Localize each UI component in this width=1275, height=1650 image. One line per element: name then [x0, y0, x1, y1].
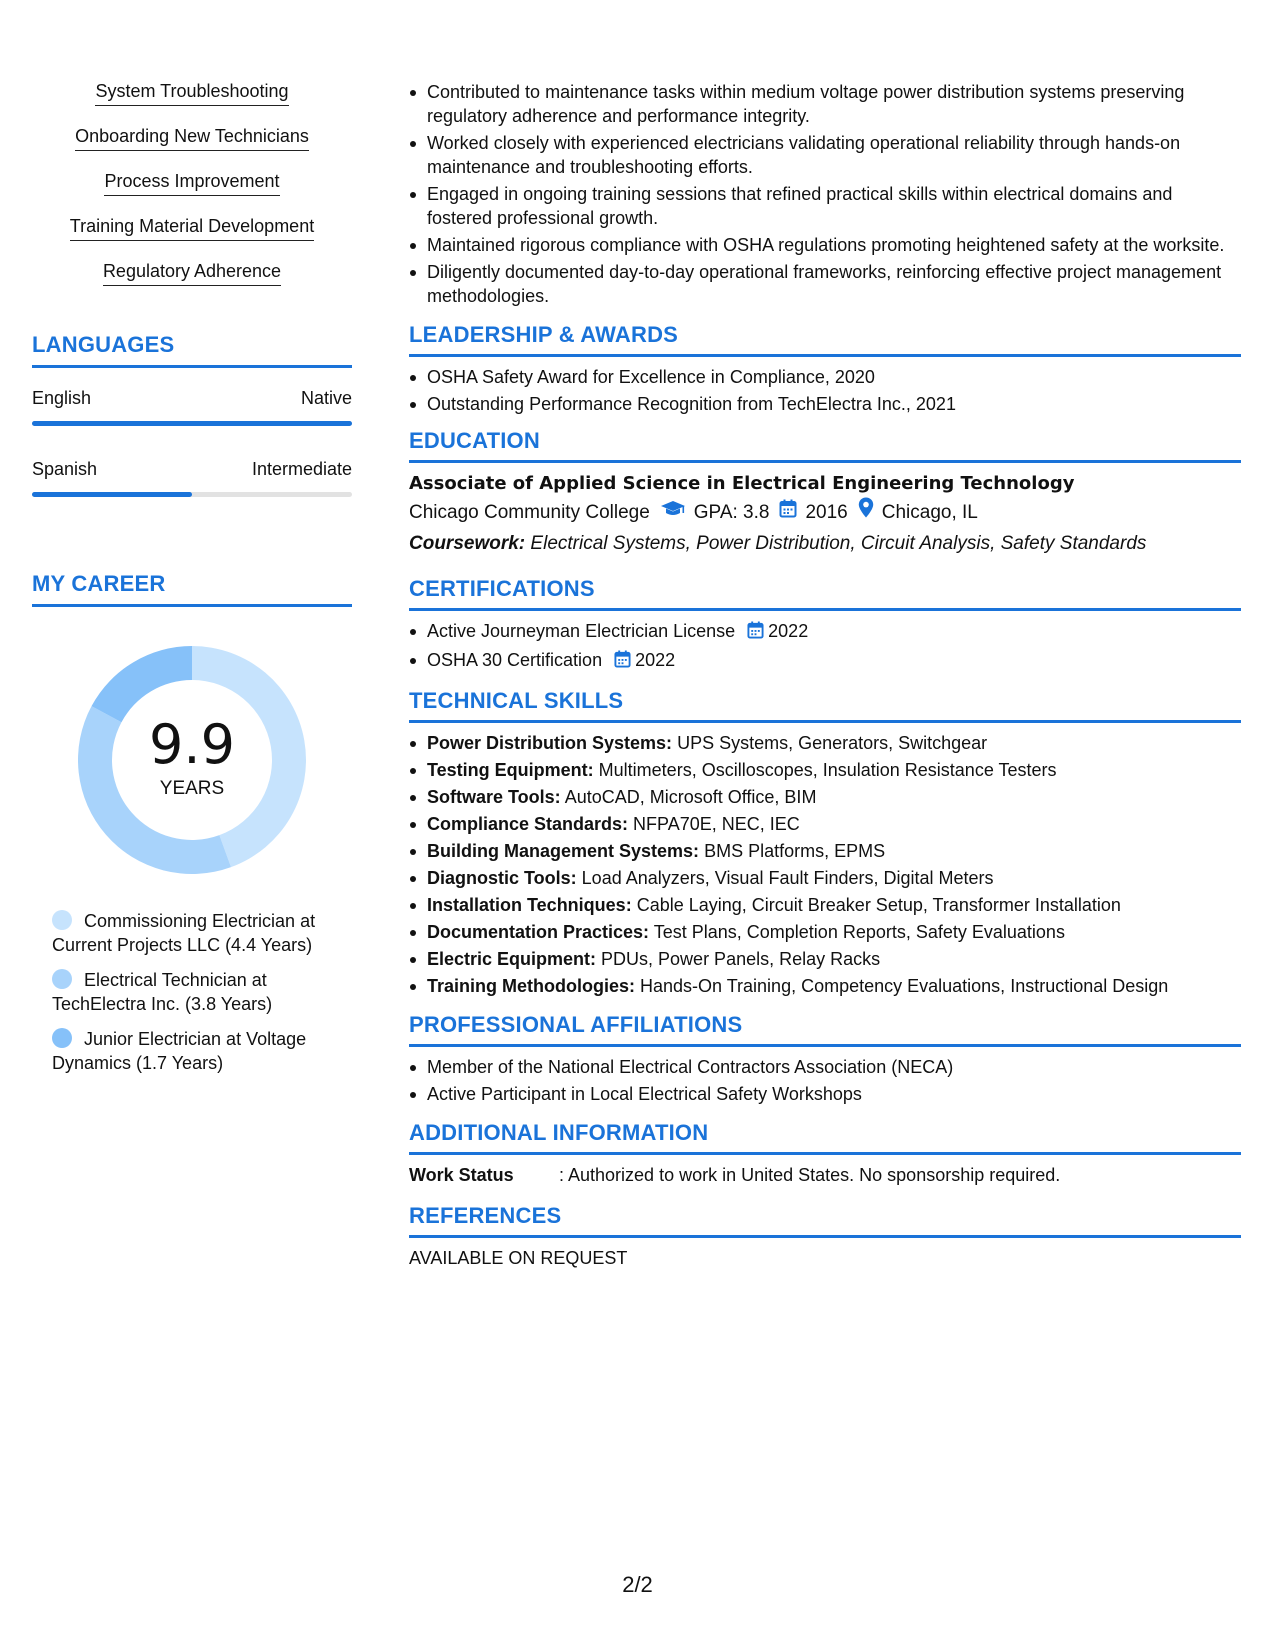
list-item: Documentation Practices: Test Plans, Completion Reports, Safety Evaluations [409, 920, 1241, 944]
coursework-label: Coursework: [409, 533, 526, 554]
skill-item: Onboarding New Technicians [32, 125, 352, 170]
list-item: Diagnostic Tools: Load Analyzers, Visual Fault Finders, Digital Meters [409, 866, 1241, 890]
work-status-row [409, 1163, 1241, 1187]
career-total-value: 9.9 [149, 713, 235, 776]
certification-year: 2022 [635, 650, 676, 670]
graduation-cap-icon [660, 497, 686, 528]
calendar-icon [747, 621, 764, 645]
references-text: AVAILABLE ON REQUEST [409, 1248, 628, 1268]
certification-name: OSHA 30 Certification [427, 650, 603, 670]
left-column [32, 80, 352, 1086]
technical-skills-heading: TECHNICAL SKILLS [409, 688, 1241, 723]
list-item: Engaged in ongoing training sessions that refined practical skills within electrical domains and fostered professional growth. [409, 182, 1241, 230]
legend-dot-icon [52, 969, 72, 989]
coursework-value: Electrical Systems, Power Distribution, Circuit Analysis, Safety Standards [525, 533, 1147, 554]
affiliations-list [409, 1055, 1241, 1106]
career-total-unit: YEARS [159, 778, 225, 799]
location-pin-icon [858, 497, 874, 528]
language-bar-fill [32, 421, 352, 426]
list-item: Outstanding Performance Recognition from TechElectra Inc., 2021 [409, 392, 1241, 416]
language-bar [32, 492, 352, 497]
language-level: Native [300, 388, 352, 408]
experience-bullets [409, 80, 1241, 308]
skill-item: Process Improvement [32, 170, 352, 215]
language-item [32, 458, 352, 497]
career-legend-item: Commissioning Electrician at Current Projects LLC (4.4 Years) [52, 911, 316, 955]
list-item: Active Participant in Local Electrical Safety Workshops [409, 1082, 1241, 1106]
language-bar-fill [32, 492, 192, 497]
technical-skills-list [409, 731, 1241, 998]
page-number: 2/2 [622, 1572, 653, 1597]
calendar-icon [779, 497, 797, 528]
skill-item: System Troubleshooting [32, 80, 352, 125]
list-item: Compliance Standards: NFPA70E, NEC, IEC [409, 812, 1241, 836]
education-school: Chicago Community College [409, 502, 650, 523]
career-section [32, 571, 352, 1075]
legend-dot-icon [52, 1028, 72, 1048]
awards-heading: LEADERSHIP & AWARDS [409, 322, 1241, 357]
work-status-value: : Authorized to work in United States. No sponsorship required. [559, 1165, 1061, 1185]
list-item: Building Management Systems: BMS Platforms, EPMS [409, 839, 1241, 863]
list-item [409, 619, 1241, 645]
list-item: Software Tools: AutoCAD, Microsoft Office, BIM [409, 785, 1241, 809]
certification-year: 2022 [768, 621, 809, 641]
list-item: Power Distribution Systems: UPS Systems, Generators, Switchgear [409, 731, 1241, 755]
education-degree: Associate of Applied Science in Electrical Engineering Technology [409, 473, 1075, 494]
list-item: Maintained rigorous compliance with OSHA regulations promoting heightened safety at the worksite. [409, 233, 1241, 257]
technical-skills-section [409, 688, 1241, 998]
list-item: Worked closely with experienced electricians validating operational reliability through hands-on maintenance and troubleshooting efforts. [409, 131, 1241, 179]
references-heading: REFERENCES [409, 1203, 1241, 1238]
list-item: Installation Techniques: Cable Laying, Circuit Breaker Setup, Transformer Installation [409, 893, 1241, 917]
skill-item: Regulatory Adherence [32, 260, 352, 305]
list-item: Contributed to maintenance tasks within medium voltage power distribution systems preserving regulatory adherence and performance integrity. [409, 80, 1241, 128]
affiliations-heading: PROFESSIONAL AFFILIATIONS [409, 1012, 1241, 1047]
education-section [409, 428, 1241, 559]
list-item: OSHA Safety Award for Excellence in Compliance, 2020 [409, 365, 1241, 389]
education-heading: EDUCATION [409, 428, 1241, 463]
education-location: Chicago, IL [881, 502, 978, 523]
career-legend [32, 909, 352, 1075]
additional-info-heading: ADDITIONAL INFORMATION [409, 1120, 1241, 1155]
certification-name: Active Journeyman Electrician License [427, 621, 736, 641]
certifications-list [409, 619, 1241, 674]
language-name: English [32, 388, 92, 408]
work-status-label: Work Status [409, 1165, 514, 1185]
awards-list [409, 365, 1241, 416]
languages-section [32, 332, 352, 497]
language-level: Intermediate [251, 459, 352, 479]
certifications-heading: CERTIFICATIONS [409, 576, 1241, 611]
legend-dot-icon [52, 910, 72, 930]
references-section [409, 1203, 1241, 1270]
list-item: Diligently documented day-to-day operational frameworks, reinforcing effective project management methodologies. [409, 260, 1241, 308]
affiliations-section [409, 1012, 1241, 1106]
right-column [409, 80, 1241, 1270]
skill-item: Training Material Development [32, 215, 352, 260]
awards-section [409, 322, 1241, 416]
additional-info-section [409, 1120, 1241, 1187]
language-item [32, 387, 352, 426]
skills-list [32, 80, 352, 305]
career-legend-item: Junior Electrician at Voltage Dynamics (1.7 Years) [52, 1029, 307, 1073]
certifications-section [409, 576, 1241, 674]
education-meta [409, 497, 1241, 528]
list-item: Electric Equipment: PDUs, Power Panels, Relay Racks [409, 947, 1241, 971]
career-donut-chart [77, 645, 307, 875]
list-item: Training Methodologies: Hands-On Training, Competency Evaluations, Instructional Design [409, 974, 1241, 998]
calendar-icon [614, 650, 631, 674]
career-heading: MY CAREER [32, 571, 352, 607]
language-name: Spanish [32, 459, 98, 479]
career-legend-item: Electrical Technician at TechElectra Inc. (3.8 Years) [52, 970, 273, 1014]
education-coursework [409, 528, 1241, 559]
list-item: Testing Equipment: Multimeters, Oscilloscopes, Insulation Resistance Testers [409, 758, 1241, 782]
languages-heading: LANGUAGES [32, 332, 352, 368]
list-item: Member of the National Electrical Contractors Association (NECA) [409, 1055, 1241, 1079]
language-bar [32, 421, 352, 426]
list-item [409, 648, 1241, 674]
education-year: 2016 [805, 502, 848, 523]
education-gpa: GPA: 3.8 [693, 502, 770, 523]
